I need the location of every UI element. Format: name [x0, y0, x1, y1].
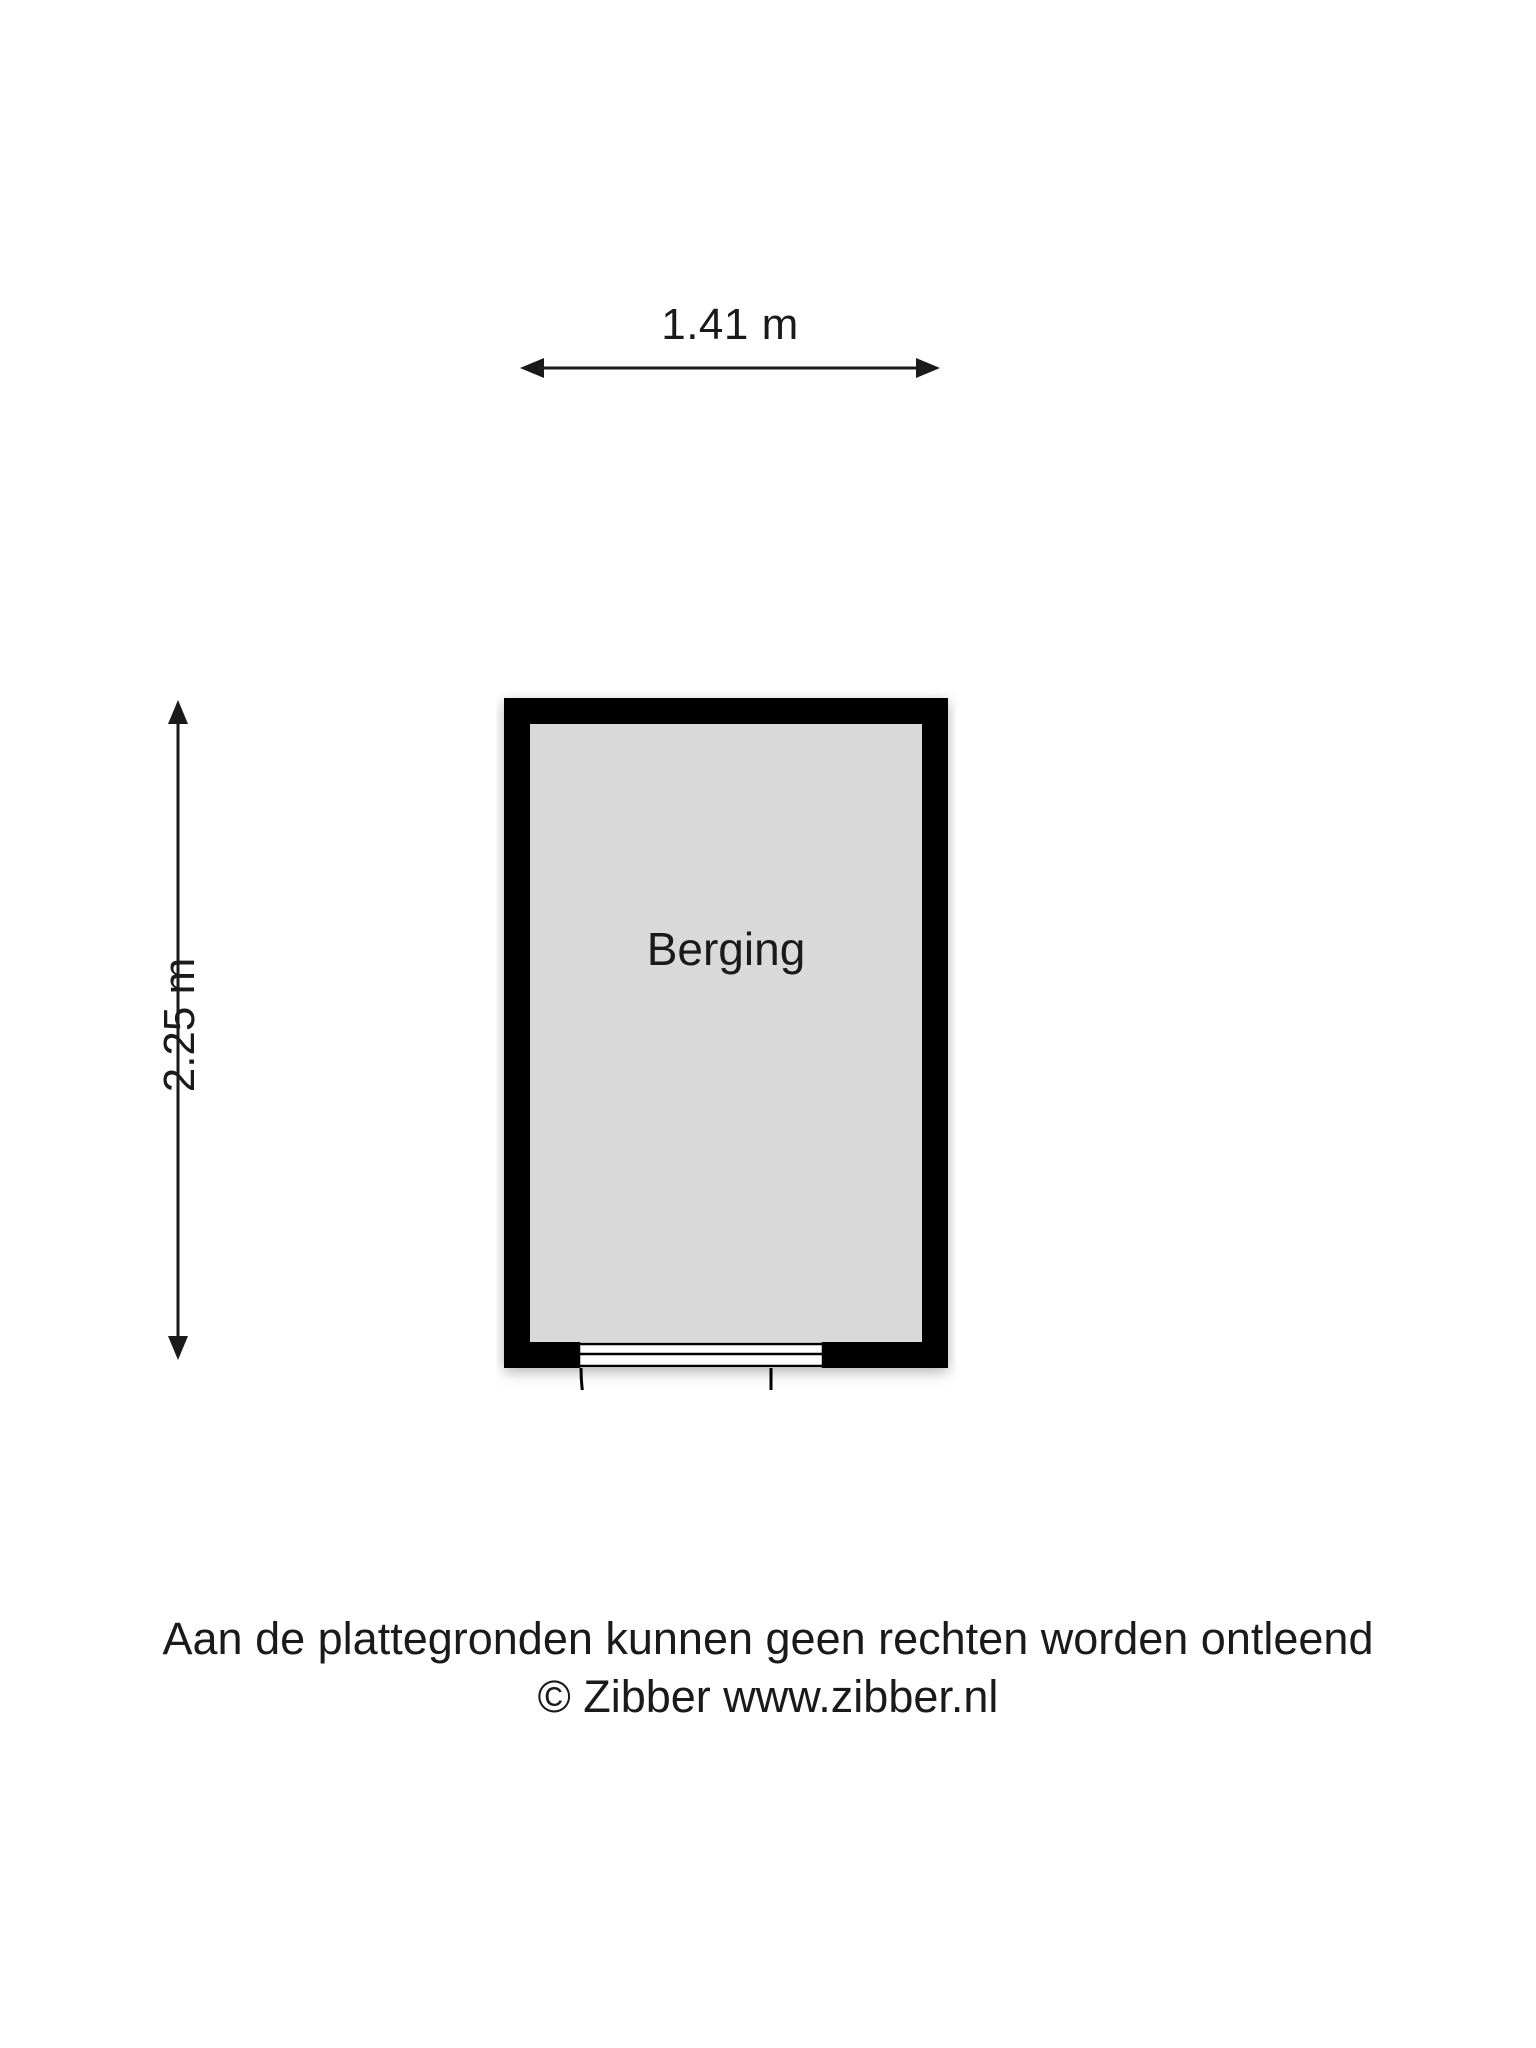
- width-dimension-arrow: [520, 348, 940, 388]
- room-walls: [504, 698, 948, 1368]
- floorplan-svg: [496, 690, 956, 1390]
- door-swing-arc: [581, 1368, 771, 1390]
- floorplan-drawing: [496, 690, 956, 1390]
- footer: [0, 1610, 1536, 1726]
- room-floor: [530, 724, 922, 1342]
- height-dimension-arrow: [158, 700, 198, 1360]
- width-dimension-label: 1.41 m: [661, 300, 799, 349]
- height-dimension: [110, 700, 230, 1360]
- room-label: Berging: [646, 923, 806, 975]
- height-dimension-label: 2.25 m: [155, 957, 204, 1093]
- width-dimension: [520, 300, 940, 390]
- footer-copyright: © Zibber www.zibber.nl: [537, 1671, 999, 1722]
- footer-disclaimer: Aan de plattegronden kunnen geen rechten worden ontleend: [162, 1613, 1374, 1664]
